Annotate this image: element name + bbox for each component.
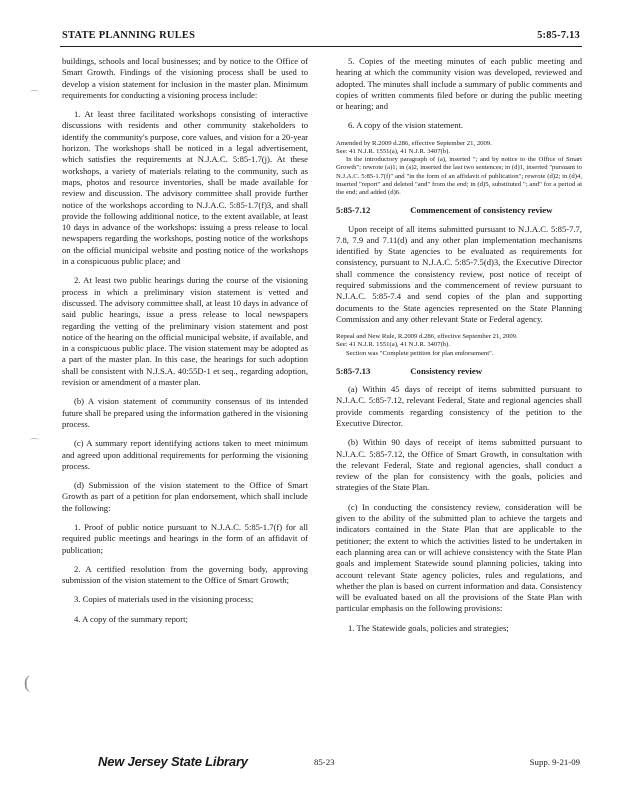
punch-hole-mark: ( [24, 672, 30, 692]
paragraph-c-1: 1. The Statewide goals, policies and strategies; [348, 622, 509, 633]
paragraph-b: (b) Within 90 days of receipt of items submitted pursuant to N.J.A.C. 5:85-7.12, the Office of Smart Growth, in consultation with the relevant Federal, State and regional agencies, shall conduct a review of the plan for consistency with the goals, policies and strategies of the State Plan. [336, 437, 582, 493]
punch-hole-mark: ⌒ [30, 90, 40, 100]
paragraph-c: (c) A summary report identifying actions taken to meet minimum and agreed upon additional requirements for performing the visioning process. [62, 438, 308, 471]
section-number: 5:85-7.13 [336, 365, 371, 376]
paragraph-item-1: 1. At least three facilitated workshops consisting of interactive discussions with residents and other community stakeholders to identify the community's purpose, core values, and vision for a 20-year horizon. The workshops shall be noticed in a legal advertisement, which satisfies the requirements at N.J.A.C. 5:85-1.7(j). At these workshops, a variety of materials relating to the community, such as maps, photos and resource inventories, shall be made available for review and discussion. The advisory committee shall provide further notice of the workshops according to N.J.A.C. 5:85-1.7(f)3, and shall provide the following additional notice, to the extent available, at least 10 days in advance of the workshops: issuing a press release to local newspapers regarding the workshops, posting notice of the workshops on the official municipal website and posting notice of the workshops in a conspicuous public place; and [62, 109, 308, 267]
supplement-date: Supp. 9-21-09 [529, 757, 580, 767]
header-section-number: 5:85-7.13 [537, 30, 580, 41]
history-line: See: 41 N.J.R. 1551(a), 41 N.J.R. 3407(b). [336, 341, 451, 349]
left-column [62, 56, 308, 633]
history-line: See: 41 N.J.R. 1551(a), 41 N.J.R. 3407(b). [336, 147, 451, 155]
section-title: Commencement of consistency review [410, 205, 553, 216]
history-line: In the introductory paragraph of (a), inserted "; and by notice to the Office of Smart Growth"; rewrote (a)1; in (a)2, inserted the last two sentences; in (d)1, inserted "pursuant to N.J.A.C. 5:85-1.7(f)" and "in the form of an affidavit of publication"; rewrote (d)2; in (d)4, inserted "report" and deleted "and" from the end; in (d)5, substituted "; and" for a period at the end; and added (d)6. [336, 156, 582, 196]
section-heading-7-13 [336, 366, 582, 377]
right-column [336, 56, 582, 642]
paragraph-b: (b) A vision statement of community consensus of its intended future shall be prepared using the information gathered in the visioning process. [62, 396, 308, 429]
paragraph-d-3: 3. Copies of materials used in the visioning process; [74, 594, 254, 605]
header-rule [60, 46, 582, 47]
page-footer [62, 754, 580, 774]
paragraph-d-4: 4. A copy of the summary report; [74, 613, 188, 624]
paragraph-d-6: 6. A copy of the vision statement. [348, 120, 464, 131]
history-line: Repeal and New Rule, R.2009 d.286, effective September 21, 2009. [336, 333, 518, 341]
section-heading-7-12 [336, 205, 582, 216]
paragraph-d-5: 5. Copies of the meeting minutes of each public meeting and hearing at which the community vision was developed, reviewed and adopted. The minutes shall include a summary of public comments and copies of written comments filed before or during the public meeting or hearing; and [336, 56, 582, 112]
paragraph-d: (d) Submission of the vision statement to the Office of Smart Growth as part of a petition for plan endorsement, which shall include the following: [62, 480, 308, 513]
paragraph-d-2: 2. A certified resolution from the governing body, approving submission of the vision statement to the Office of Smart Growth; [62, 563, 308, 586]
header-title: STATE PLANNING RULES [62, 30, 196, 41]
history-line: Section was "Complete petition for plan endorsement". [346, 349, 494, 357]
history-note-7-12 [336, 333, 582, 358]
punch-hole-mark: ⌒ [30, 438, 40, 448]
paragraph-item-2: 2. At least two public hearings during the course of the visioning process in which a preliminary vision statement is vetted and discussed. The advisory committee shall, at least 10 days in advance of said public hearings, issue a press release to local newspapers regarding the vetting of the preliminary vision statement and post notice of the hearing on the official municipal website, if available, and in a conspicuous public place. The vision statement may be adopted as a part of the master plan. In this case, the hearings for such adoption shall be consistent with N.J.S.A. 40:55D-1 et seq., regarding adoption, revision or amendment of a master plan. [62, 275, 308, 388]
section-title: Consistency review [410, 365, 483, 376]
history-line: Amended by R.2009 d.286, effective September 21, 2009. [336, 139, 492, 147]
paragraph-d-1: 1. Proof of public notice pursuant to N.J.A.C. 5:85-1.7(f) for all required public meetings and hearings in the form of an affidavit of publication; [62, 521, 308, 555]
paragraph-c: (c) In conducting the consistency review, consideration will be given to the ability of the submitted plan to achieve the targets and indicators contained in the State Plan that are applicable to the petitioner; the extent to which the activities listed to be undertaken in each planning area can or will achieve consistency with the State Plan goals and implement Statewide sound planning policies, taking into account relevant State agency policies, rules and regulations, and whether the plan is based on current information and data. Consistency will be evaluated based on all the provisions of the State Plan with particular emphasis on the following provisions: [336, 501, 582, 614]
paragraph-continuation: buildings, schools and local businesses; and by notice to the Office of Smart Growth. Findings of the visioning process shall be used to develop a vision statement for inclusion in the master plan. Minimum requirements for conducting a visioning process include: [62, 56, 308, 100]
library-stamp: New Jersey State Library [98, 754, 248, 769]
paragraph-a: (a) Within 45 days of receipt of items submitted pursuant to N.J.A.C. 5:85-7.12, relevant Federal, State and regional agencies shall provide comments regarding consistency of the petition to the Executive Director. [336, 384, 582, 428]
page-number: 85-23 [314, 757, 335, 767]
section-number: 5:85-7.12 [336, 205, 371, 216]
section-7-12-body: Upon receipt of all items submitted pursuant to N.J.A.C. 5:85-7.7, 7.8, 7.9 and 7.11(d) and any other plan implementation mechanisms identified by State agencies to be evaluated as requirements for consistency, pursuant to N.J.A.C. 5:85-7.5(d)3, the Executive Director shall commence the consistency review, post notice of receipt of required submissions and the commencement of review pursuant to N.J.A.C. 5:85-7.4 and send copies of the plan and supporting documents to the State agencies represented on the State Planning Commission and any other relevant State or Federal agency. [336, 223, 582, 324]
history-note-7-11 [336, 140, 582, 197]
